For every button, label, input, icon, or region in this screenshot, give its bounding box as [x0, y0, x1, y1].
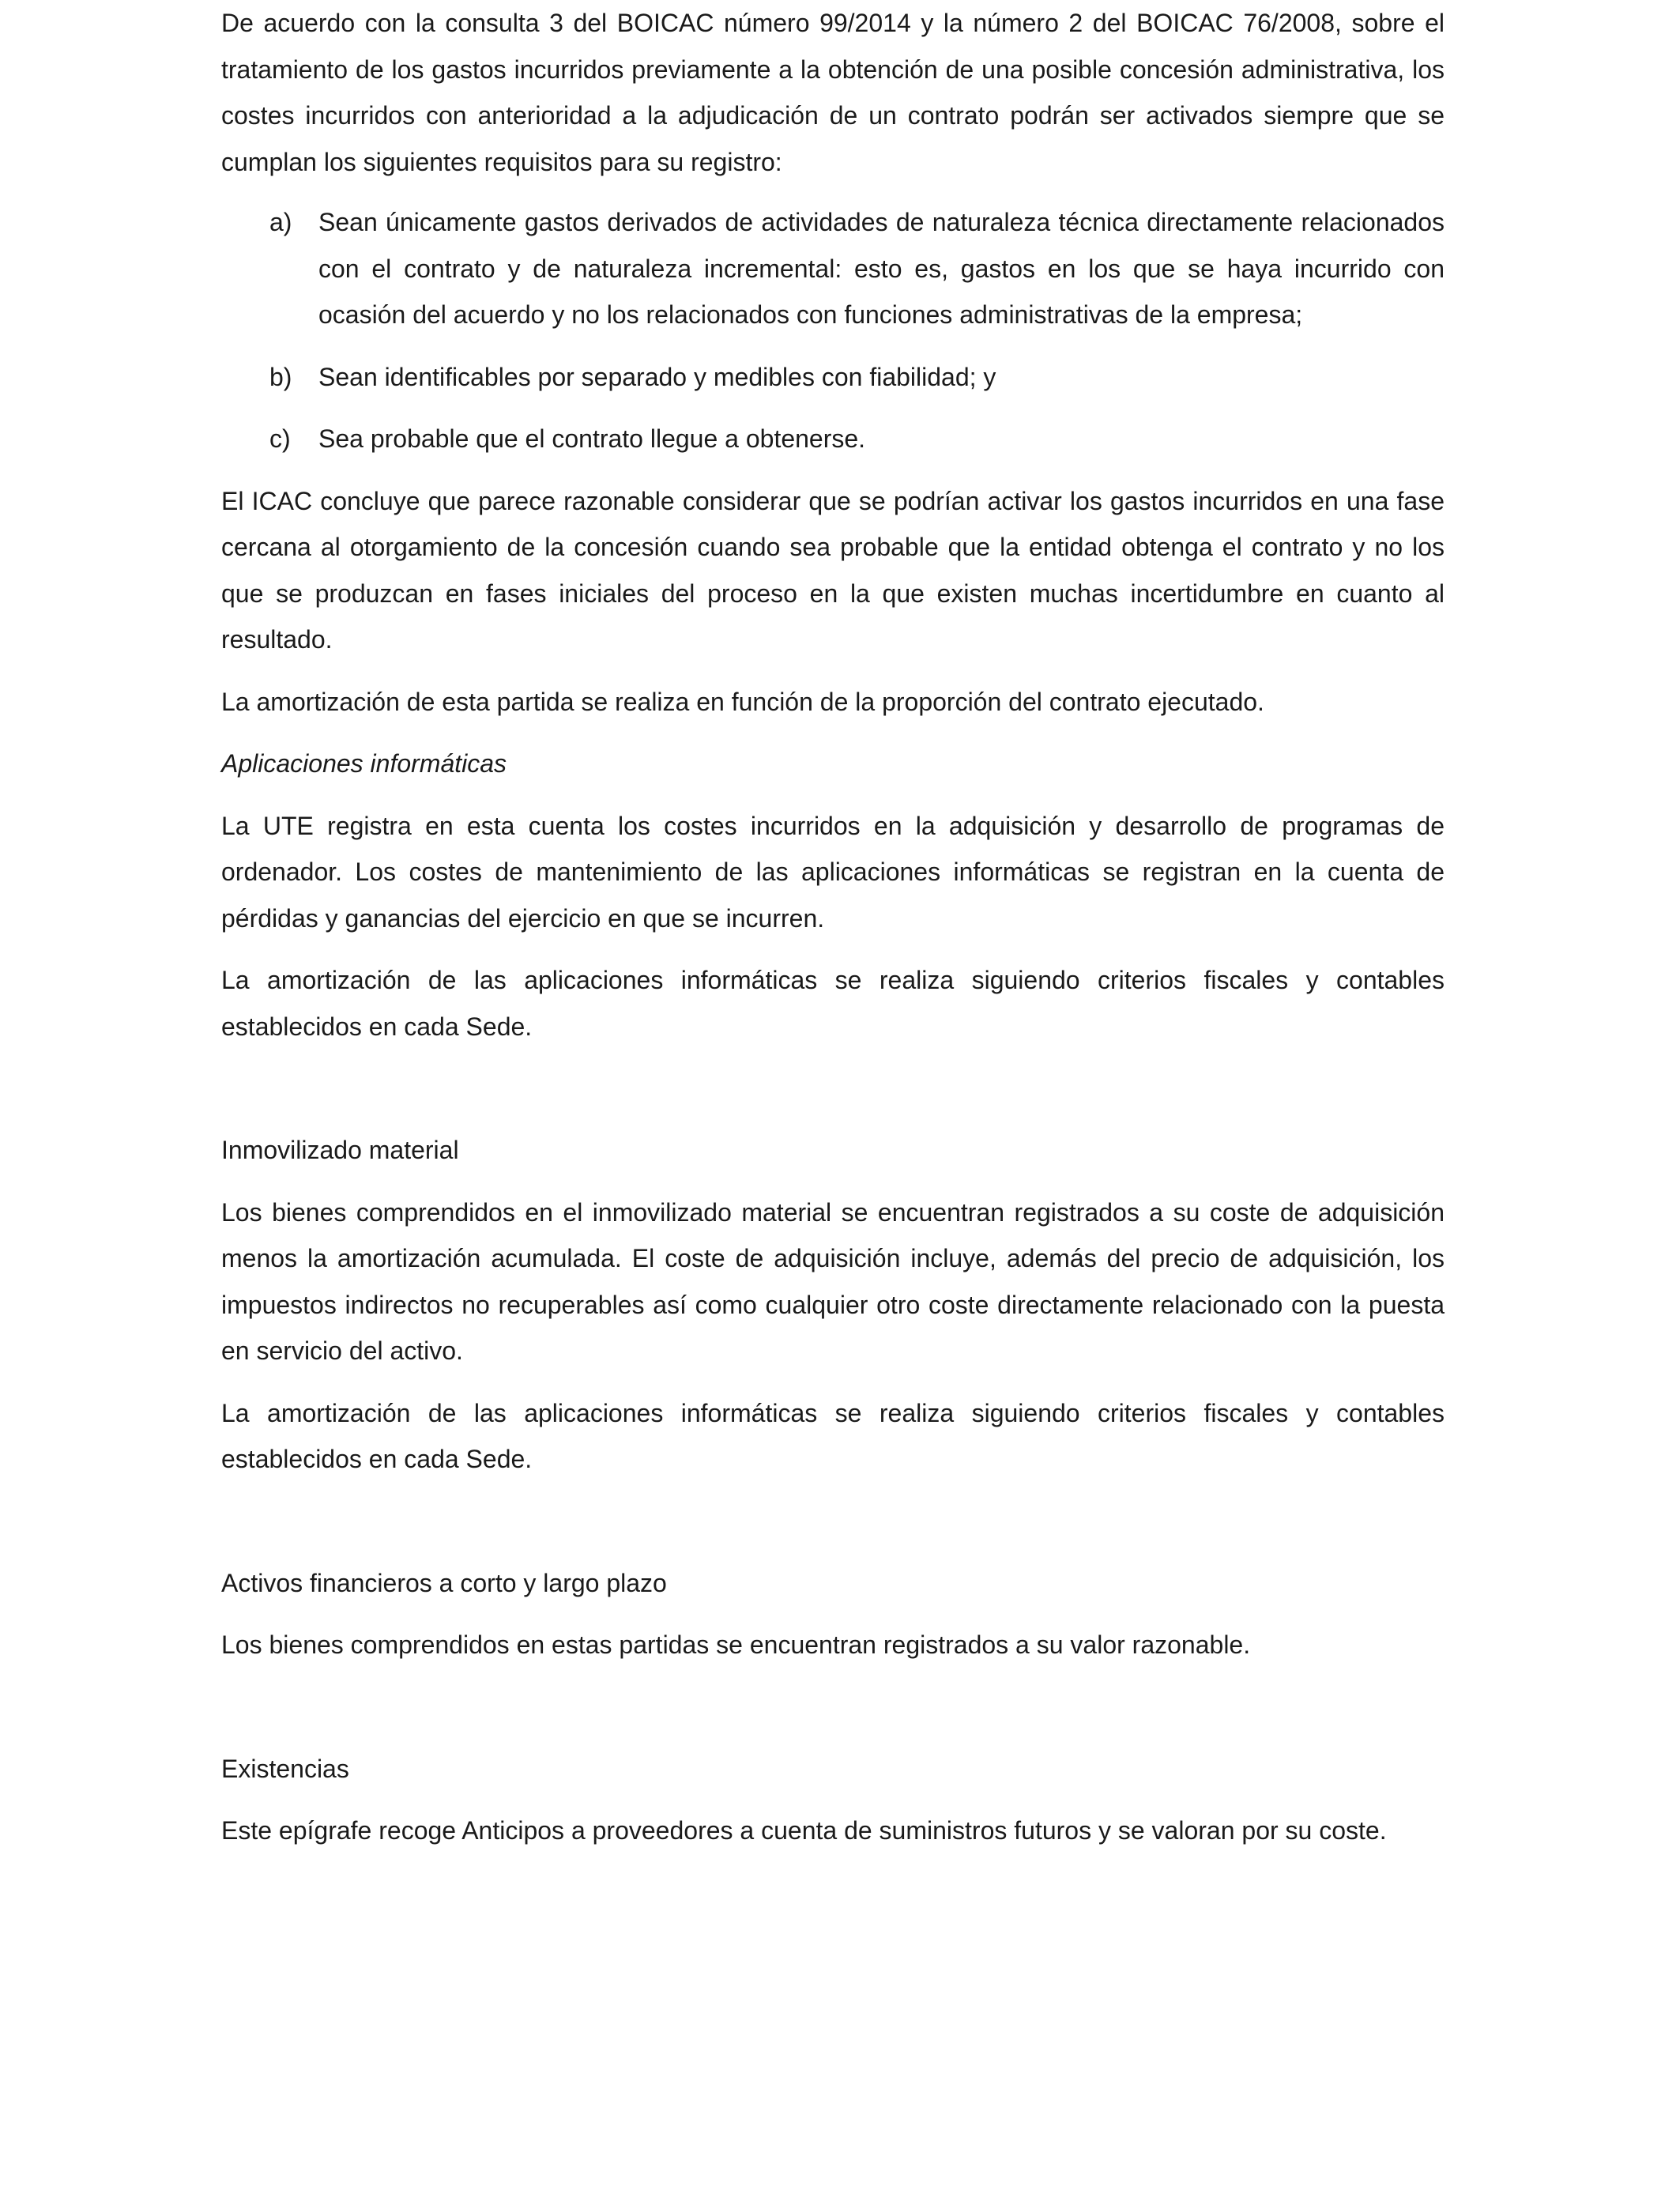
list-item	[221, 354, 1445, 401]
tangible-assets-paragraph-1: Los bienes comprendidos en el inmovilizado material se encuentran registrados a su coste de adquisición menos la amortización acumulada. El coste de adquisición incluye, además del precio de adquisición, los impuestos indirectos no recuperables así como cualquier otro coste directamente relacionado con la puesta en servicio del activo.	[221, 1197, 1445, 1365]
intro-paragraph: De acuerdo con la consulta 3 del BOICAC número 99/2014 y la número 2 del BOICAC 76/2008, sobre el tratamiento de los gastos incurridos previamente a la obtención de una posible concesión administrativa, los costes incurridos con anterioridad a la adjudicación de un contrato podrán ser activados siempre que se cumplan los siguientes requisitos para su registro:	[221, 9, 1445, 176]
icac-conclusion-paragraph: El ICAC concluye que parece razonable considerar que se podrían activar los gastos incurridos en una fase cercana al otorgamiento de la concesión cuando sea probable que la entidad obtenga el contrato y no los que se produzcan en fases iniciales del proceso en la que existen muchas incertidumbre en cuanto al resultado.	[221, 486, 1445, 654]
list-marker: c)	[269, 424, 291, 453]
financial-assets-heading: Activos financieros a corto y largo plazo	[221, 1568, 667, 1597]
list-marker: b)	[269, 362, 292, 391]
document-page	[221, 0, 1445, 1854]
financial-assets-paragraph: Los bienes comprendidos en estas partidas se encuentran registrados a su valor razonable.	[221, 1630, 1251, 1659]
software-heading: Aplicaciones informáticas	[221, 749, 507, 778]
list-marker: a)	[269, 208, 292, 236]
tangible-assets-heading: Inmovilizado material	[221, 1136, 459, 1164]
software-paragraph-2: La amortización de las aplicaciones informáticas se realiza siguiendo criterios fiscales y contables establecidos en cada Sede.	[221, 966, 1445, 1041]
tangible-assets-paragraph-2: La amortización de las aplicaciones informáticas se realiza siguiendo criterios fiscales y contables establecidos en cada Sede.	[221, 1398, 1445, 1473]
inventory-paragraph: Este epígrafe recoge Anticipos a proveedores a cuenta de suministros futuros y se valoran por su coste.	[221, 1816, 1387, 1845]
inventory-heading: Existencias	[221, 1754, 349, 1783]
requirements-list	[221, 199, 1445, 462]
software-paragraph-1: La UTE registra en esta cuenta los costes incurridos en la adquisición y desarrollo de programas de ordenador. Los costes de mantenimiento de las aplicaciones informáticas se registran en la cuenta de pérdidas y ganancias del ejercicio en que se incurren.	[221, 811, 1445, 933]
amortization-contract-paragraph: La amortización de esta partida se realiza en función de la proporción del contrato ejecutado.	[221, 687, 1264, 716]
list-item-text: Sean identificables por separado y medibles con fiabilidad; y	[318, 362, 996, 391]
list-item	[221, 416, 1445, 462]
list-item-text: Sean únicamente gastos derivados de actividades de naturaleza técnica directamente relacionados con el contrato y de naturaleza incremental: esto es, gastos en los que se haya incurrido con ocasión del acuerdo y no los relacionados con funciones administrativas de la empresa;	[318, 208, 1445, 329]
list-item-text: Sea probable que el contrato llegue a obtenerse.	[318, 424, 866, 453]
list-item	[221, 199, 1445, 338]
